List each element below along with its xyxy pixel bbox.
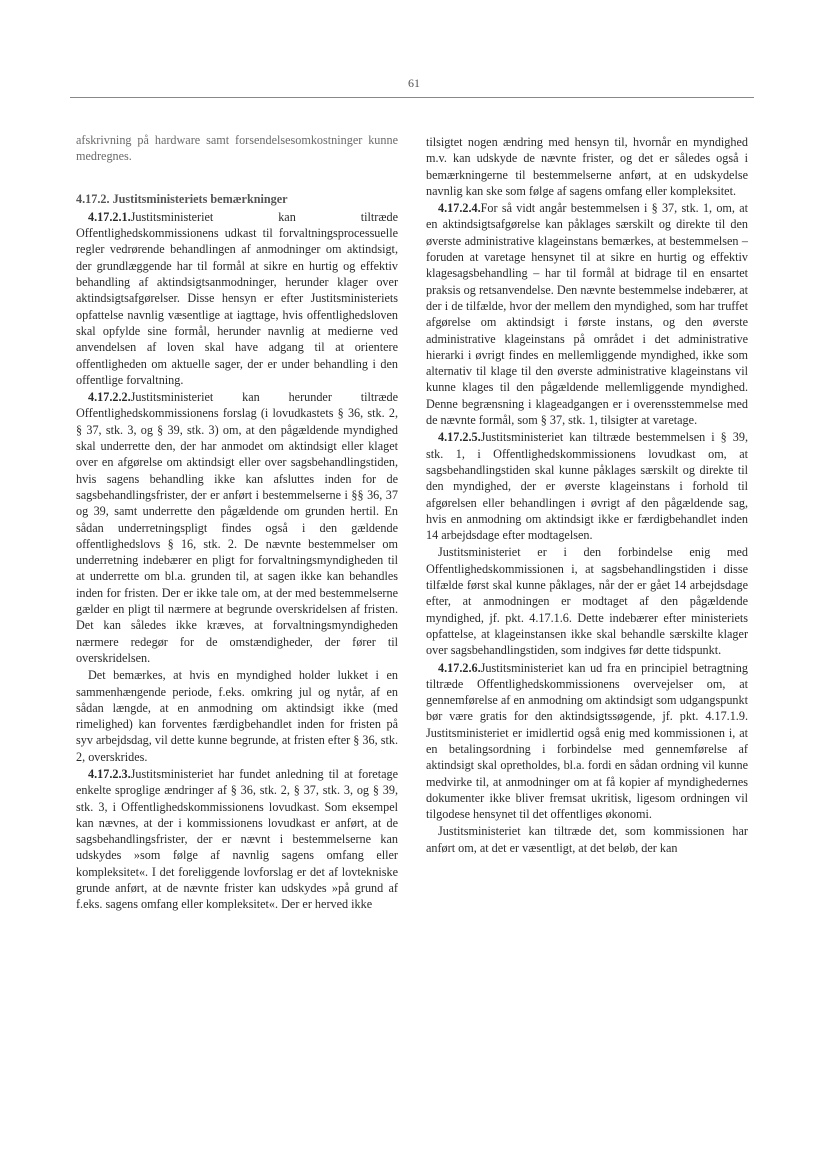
paragraph-number: 4.17.2.2.	[88, 390, 131, 405]
paragraph-text: Justitsministeriet kan tiltræde Offentlighedskommissionens udkast til forvaltningsprocessuelle regler vedrørende behandlingen af anmodninger om aktindsigt, der grundlæggende har til formål at sikre en hurtig og effektiv behandling af aktindsigtsanmodninger, herunder klager over aktindsigtsafgørelser. Disse hensyn er efter Justitsministeriets opfattelse navnlig væsentlige at iagttage, hvis offentlighedsloven skal opfylde sine formål, herunder navnlig at medierne ved anvendelsen af loven skal have adgang til at orientere offentligheden om aktuelle sager, der er under behandling i den offentlige forvaltning.	[76, 209, 398, 387]
paragraph-agreement: Justitsministeriet er i den forbindelse enig med Offentlighedskommissionen i, at sagsbehandlingstiden i disse tilfælde først skal kunne påklages, når der er gået 14 arbejdsdage efter, at anmodningen er modtaget af den pågældende myndighed, jf. pkt. 4.17.1.6. Dette indebærer efter ministeriets opfattelse, at klageinstansen ikke skal behandle særskilte klager over sagsbehandlingstiden, som indgives før dette tidspunkt.	[426, 545, 748, 658]
paragraph-number: 4.17.2.6.	[438, 660, 481, 675]
left-column	[76, 132, 398, 913]
intro-paragraph: afskrivning på hardware samt forsendelsesomkostninger kunne medregnes.	[76, 133, 398, 164]
paragraph-number: 4.17.2.5.	[438, 430, 481, 445]
paragraph-continued: tilsigtet nogen ændring med hensyn til, hvornår en myndighed m.v. kan udskyde de nævnte frister, og det er således også i bemærkningerne til bestemmelserne anført, at en udskydelse navnlig kan ske som følge af sagens omfang eller kompleksitet.	[426, 135, 748, 198]
paragraph-text: Justitsministeriet kan ud fra en principiel betragtning tiltræde Offentlighedskommissionens overvejelser om, at gennemførelse af en anmodning om aktindsigt som udgangspunkt bør være gratis for den aktindsigtssøgende, jf. pkt. 4.17.1.9. Justitsministeriet er imidlertid også enig med kommissionen i, at en betalingsordning i forbindelse med gennemførelse af aktindsigt skal opretholdes, bl.a. fordi en sådan ordning vil kunne medvirke til, at anmodninger om at få kopier af myndighedernes dokumenter ikke bliver fremsat ukritisk, ligesom ordningen vil tilgodese hensynet til det offentliges økonomi.	[426, 660, 748, 822]
paragraph-number: 4.17.2.3.	[88, 766, 131, 781]
paragraph-final: Justitsministeriet kan tiltræde det, som kommissionen har anført om, at det er væsentligt, at det beløb, der kan	[426, 824, 748, 855]
paragraph-text: Justitsministeriet kan tiltræde bestemmelsen i § 39, stk. 1, i Offentlighedskommissionens lovudkast om, at sagsbehandlingstiden skal kunne påklages særskilt og direkte til den myndighed, der er øverste klageinstans i forhold til afgørelsen eller behandlingen i øvrigt af den pågældende sag, hvis en anmodning om aktindsigt ikke er færdigbehandlet inden 14 arbejdsdage efter modtagelsen.	[426, 430, 748, 543]
paragraph-text: Justitsministeriet kan herunder tiltræde Offentlighedskommissionens forslag (i lovudkastets § 36, stk. 2, § 37, stk. 3, og § 39, stk. 3) om, at den pågældende myndighed skal underrette den, der har anmodet om aktindsigt eller klaget over en afgørelse om aktindsigt eller over sagsbehandlingstiden, hvis sagens behandling ikke kan afsluttes inden for de sagsbehandlingsfrister, der er anført i bestemmelserne i §§ 36, 37 og 39, samt underrette den pågældende om grunden hertil. En sådan underretningspligt findes også i den gældende offentlighedslovs § 16, stk. 2. De nævnte bestemmelser om underretning indebærer en pligt for forvaltningsmyndigheden til at underrette om bl.a. grunden til, at sagen ikke kan behandles inden for fristen. Der er ikke tale om, at der med bestemmelserne gælder en pligt til nærmere at begrunde overskridelsen af fristen. Det kan således ikke kræves, at forvaltningsmyndigheden nærmere redegør for de omstændigheder, der fører til overskridelsen.	[76, 390, 398, 665]
header-rule	[70, 97, 754, 98]
paragraph-closing-note: Det bemærkes, at hvis en myndighed holder lukket i en sammenhængende periode, f.eks. omkring jul og nytår, af en sådan længde, at en anmodning om aktindsigt ikke (med rimelighed) kan forventes færdigbehandlet inden for fristen på syv arbejdsdag, vil dette kunne begrunde, at fristen efter § 36, stk. 2, overskrides.	[76, 668, 398, 764]
paragraph-text: For så vidt angår bestemmelsen i § 37, stk. 1, om, at en aktindsigtsafgørelse kan påklages særskilt og direkte til den øverste administrative klageinstans bemærkes, at bestemmelsen – foruden at varetage hensynet til at sikre en hurtig og effektiv klagesagsbehandling – har til formål at bidrage til en ensartet praksis og retsanvendelse. Den nævnte bestemmelse indebærer, at der i de tilfælde, hvor der mellem den myndighed, som har truffet afgørelse om aktindsigt i første instans, og den øverste administrative klageinstans på området i det administrative hierarki i øvrigt findes en mellemliggende myndighed, ikke som alternativ til klage til den øverste administrative klageinstans vil kunne klages til den pågældende mellemliggende myndighed. Denne begrænsning i klageadgangen er i overensstemmelse med de nævnte formål, som § 37, stk. 1, tilsigter at varetage.	[426, 201, 748, 428]
paragraph-4-17-2-4	[426, 200, 748, 428]
paragraph-number: 4.17.2.1.	[88, 209, 131, 224]
paragraph-4-17-2-2	[76, 389, 398, 666]
paragraph-4-17-2-1	[76, 209, 398, 388]
paragraph-text: Justitsministeriet har fundet anledning til at foretage enkelte sproglige ændringer af § 36, stk. 2, § 37, stk. 3, og § 39, stk. 3, i Offentlighedskommissionens lovudkast. Som eksempel kan nævnes, at der i kommissionens lovudkast er anført, at de sagsbehandlingsfrister, der er nævnt i bestemmelserne kan udskydes »som følge af navnlig sagens omfang eller kompleksitet«. I det foreliggende lovforslag er det af lovtekniske grunde anført, at de nævnte frister kan udskydes »på grund af f.eks. sagens omfang eller kompleksitet«. Der er herved ikke	[76, 766, 398, 912]
paragraph-number: 4.17.2.4.	[438, 201, 481, 216]
paragraph-4-17-2-3	[76, 766, 398, 913]
paragraph-4-17-2-5	[426, 429, 748, 543]
page-number: 61	[408, 76, 420, 90]
paragraph-4-17-2-6	[426, 660, 748, 823]
right-column	[426, 134, 748, 856]
section-heading: 4.17.2. Justitsministeriets bemærkninger	[76, 191, 288, 206]
